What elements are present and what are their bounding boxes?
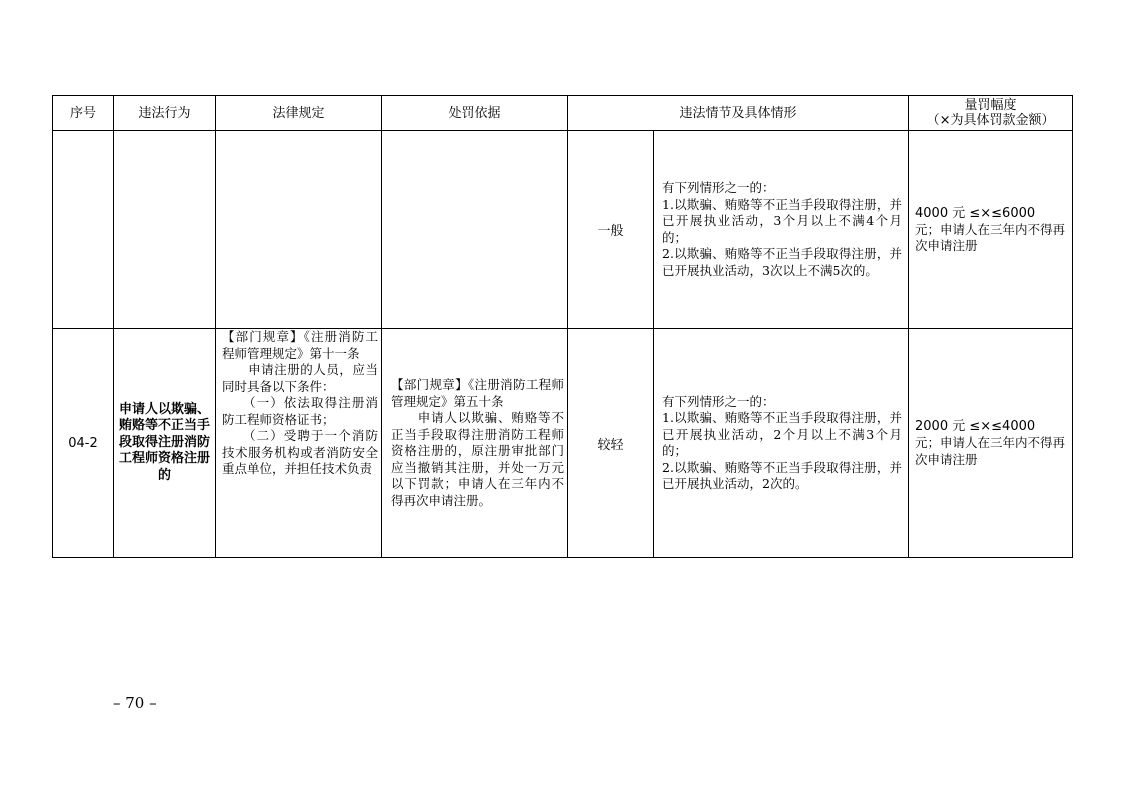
amount-value: 2000 元 ≤×≤4000: [915, 419, 1036, 434]
amount-value: 4000 元 ≤×≤6000: [915, 205, 1036, 221]
header-behavior: 违法行为: [114, 96, 216, 131]
cell-law: [216, 131, 382, 329]
header-amount-title: 量罚幅度: [964, 98, 1017, 113]
amount-note: 元；申请人在三年内不得再次申请注册: [915, 435, 1066, 467]
cell-basis: 【部门规章】《注册消防工程师管理规定》第五十条 申请人以欺骗、贿赂等不正当手段取得注册消防工程师资格注册的，原注册审批部门应当撤销其注册，并处一万元以下罚款；申请人在三年内不得再次申请注册。: [382, 329, 568, 558]
header-law: 法律规定: [216, 96, 382, 131]
header-row: [53, 96, 1073, 131]
table-row: [53, 329, 1073, 558]
cell-amount: [909, 131, 1073, 329]
cell-seq: [53, 131, 114, 329]
header-circumstances: 违法情节及具体情形: [568, 96, 909, 131]
cell-behavior: [114, 131, 216, 329]
cell-detail: 有下列情形之一的： 1.以欺骗、贿赂等不正当手段取得注册，并已开展执业活动，2个月以上不满3个月的； 2.以欺骗、贿赂等不正当手段取得注册，并已开展执业活动，2次的。: [654, 329, 909, 558]
cell-level: 一般: [568, 131, 654, 329]
amount-note: 元；申请人在三年内不得再次申请注册: [915, 221, 1066, 253]
cell-behavior: 申请人以欺骗、贿赂等不正当手段取得注册消防工程师资格注册的: [114, 329, 216, 558]
cell-amount: [909, 329, 1073, 558]
cell-seq: 04-2: [53, 329, 114, 558]
page-number: – 70 –: [113, 694, 157, 712]
cell-level: 较轻: [568, 329, 654, 558]
header-basis: 处罚依据: [382, 96, 568, 131]
header-amount-subtitle: （×为具体罚款金额）: [926, 113, 1055, 128]
table-row: [53, 131, 1073, 329]
cell-basis: [382, 131, 568, 329]
header-amount: [909, 96, 1073, 131]
cell-detail: 有下列情形之一的： 1.以欺骗、贿赂等不正当手段取得注册，并已开展执业活动，3个月以上不满4个月的； 2.以欺骗、贿赂等不正当手段取得注册，并已开展执业活动，3次以上不满5次的。: [654, 131, 909, 329]
penalty-table: [52, 95, 1073, 558]
header-seq: 序号: [53, 96, 114, 131]
cell-law: 【部门规章】《注册消防工程师管理规定》第十一条 申请注册的人员，应当同时具备以下条件： （一）依法取得注册消防工程师资格证书； （二）受聘于一个消防技术服务机构或者消防安全重点单位，并担任技术负责: [216, 329, 382, 558]
